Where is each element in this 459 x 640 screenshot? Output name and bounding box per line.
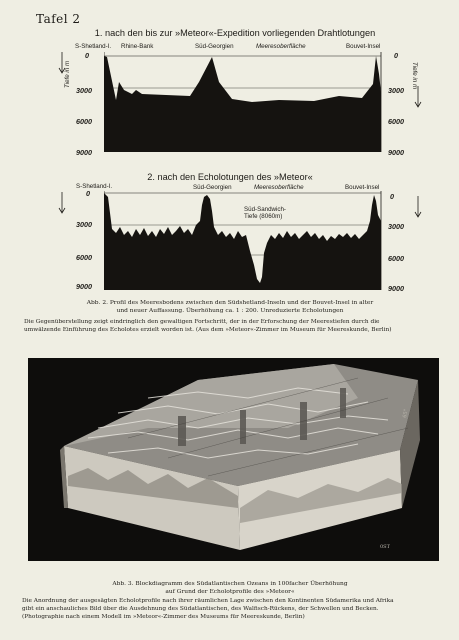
- profile2-arrow-right-icon: [414, 196, 422, 218]
- profile2-arrow-left-icon: [58, 192, 66, 214]
- profile1-label-sued: Süd-Georgien: [195, 43, 234, 50]
- caption2-line1: Abb. 2. Profil des Meeresbodens zwischen den Südshetland-Inseln und der Bouvet-Insel in alter: [86, 300, 374, 306]
- profile1-tick-left-3000: 3000: [76, 86, 92, 95]
- profile1-axis-label-right: Tiefe in m: [411, 62, 418, 90]
- caption3-body-line3: (Photographie nach einem Modell im »Meteor«-Zimmer des Museums für Meereskunde, Berlin): [22, 614, 305, 620]
- profile1-arrow-right-icon: [414, 86, 422, 108]
- profile2-label-sshetland: S-Shetland-I.: [76, 183, 113, 190]
- profile1-tick-left-6000: 6000: [76, 117, 92, 126]
- profile1-tick-right-6000: 6000: [388, 117, 404, 126]
- caption3-body-line1: Die Anordnung der ausgesägten Echolotprofile nach ihrer räumlichen Lage zwischen den Kontinenten Südamerika und Afrika: [22, 598, 394, 604]
- profile2-label-sandwich-1: Süd-Sandwich-: [244, 206, 286, 213]
- caption3-line2: auf Grund der Echolotprofile des »Meteor«: [165, 589, 295, 595]
- profile1-tick-right-3000: 3000: [388, 86, 404, 95]
- profile1-label-sshetland: S-Shetland-I.: [75, 43, 112, 50]
- caption2-body-line2: umwälzende Einführung des Echolotes erzielt worden ist. (Aus dem »Meteor«-Zimmer im Museum für Meereskunde, Berlin): [24, 327, 392, 333]
- profile2-tick-left-0: 0: [86, 189, 90, 198]
- profile2-tick-right-0: 0: [390, 192, 394, 201]
- profile2-tick-left-6000: 6000: [76, 253, 92, 262]
- profile1-tick-right-0: 0: [394, 51, 398, 60]
- block-diagram-photo: [28, 358, 439, 561]
- profile2-tick-right-9000: 9000: [388, 284, 404, 293]
- profile1-title: 1. nach den bis zur »Meteor«-Expedition vorliegenden Drahtlotungen: [94, 28, 376, 38]
- svg-text:0ST: 0ST: [380, 544, 390, 550]
- profile2-tick-right-6000: 6000: [388, 254, 404, 263]
- profile1-label-bouvet: Bouvet-Insel: [346, 43, 381, 50]
- profile2-tick-left-9000: 9000: [76, 282, 92, 291]
- profile2-tick-left-3000: 3000: [76, 220, 92, 229]
- caption3-line1: Abb. 3. Blockdiagramm des Südatlantischen Ozeans in 100facher Überhöhung: [112, 581, 348, 587]
- profile2-title: 2. nach den Echolotungen des »Meteor«: [147, 172, 313, 182]
- profile2-label-bouvet: Bouvet-Insel: [345, 184, 380, 191]
- profile1-arrow-left-icon: [58, 52, 66, 74]
- caption2-line2: und neuer Auffassung. Überhöhung ca. 1 : 200. Unreduzierte Echolotungen: [116, 308, 344, 314]
- plate-number: Tafel 2: [36, 12, 81, 26]
- profile2-chart: [104, 191, 382, 291]
- profile2-label-meeres: Meeresoberfläche: [254, 184, 304, 191]
- profile1-tick-right-9000: 9000: [388, 148, 404, 157]
- profile2-label-sued: Süd-Georgien: [193, 184, 232, 191]
- profile2-label-sandwich-2: Tiefe (8060m): [244, 213, 283, 220]
- profile1-label-meeres: Meeresoberfläche: [256, 43, 306, 50]
- svg-text:65°: 65°: [402, 408, 410, 419]
- profile1-tick-left-9000: 9000: [76, 148, 92, 157]
- caption3-body-line2: gibt ein anschauliches Bild über die Ausdehnung des Südatlantischen, des Walfisch-Rückens, der Schwellen und Becken.: [22, 606, 379, 612]
- profile1-tick-left-0: 0: [85, 51, 89, 60]
- caption2-body-line1: Die Gegenüberstellung zeigt eindringlich den gewaltigen Fortschritt, der in der Erforschung der Meerestiefen durch die: [24, 319, 380, 325]
- profile2-tick-right-3000: 3000: [388, 222, 404, 231]
- profile1-chart: [104, 52, 382, 153]
- profile1-label-rhine: Rhine-Bank: [121, 43, 154, 50]
- profile1-axis-label-left: Tiefe in m: [64, 60, 71, 88]
